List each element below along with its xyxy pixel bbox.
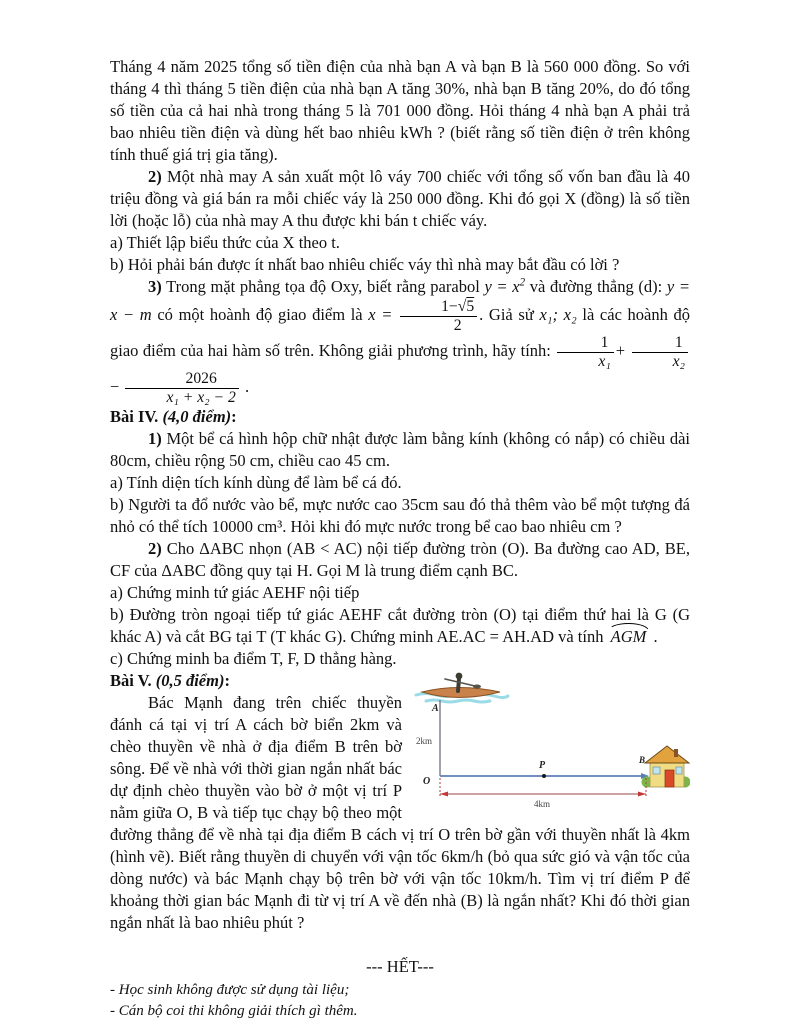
- problem-4-title: Bài IV.: [110, 407, 159, 427]
- problem-3-part3-mid0: và đường thẳng (d):: [525, 277, 667, 296]
- angle-agm-with-arc: AGM: [608, 626, 650, 648]
- label-point-a: A: [432, 703, 439, 715]
- fraction-2026: [125, 370, 238, 406]
- problem-5-text: Bác Mạnh đang trên chiếc thuyền đánh cá tại vị trí A cách bờ biển 2km và chèo thuyền về nhà ở địa điểm B trên bờ sông. Để về nhà với thời gian ngắn nhất bác dự định chèo thuyền vào bờ ở một vị trí P nằm giữa O, B và tiếp tục chạy bộ theo một đường thẳng để về nhà tại địa điểm B cách vị trí O trên bờ gần với thuyền nhất là 4km (hình vẽ). Biết rằng thuyền di chuyển với vận tốc 6km/h (bỏ qua sức gió và vận tốc của dòng nước) và bác Mạnh chạy bộ trên bờ với vận tốc 10km/h. Tìm vị trí điểm P để khoảng thời gian bác Mạnh đi từ vị trí A về đến nhà (B) là ngắn nhất? Khi đó thời gian ngắn nhất là bao nhiêu phút ?: [110, 693, 690, 933]
- problem-3-part1-text: Tháng 4 năm 2025 tổng số tiền điện của nhà bạn A và bạn B là 560 000 đồng. So với tháng 4 thì tháng 5 tiền điện của nhà bạn A tăng 30%, nhà bạn B tăng 20%, do đó tổng số tiền của cả hai nhà trong tháng 5 là 701 000 đồng. Hỏi tháng 4 nhà bạn A phải trả bao nhiêu tiền điện và dùng hết bao nhiêu kWh ? (biết rằng số tiền điện ở trên không tính thuế giá trị gia tăng).: [110, 57, 690, 164]
- label-point-p: P: [539, 760, 546, 772]
- parabola-equation: y = x: [484, 277, 520, 296]
- minus-sign: −: [110, 377, 120, 397]
- problem-4-part2-b: [110, 604, 690, 648]
- problem-3-part3-mid2: . Giả sử: [479, 304, 540, 324]
- label-distance-2km: 2km: [416, 736, 433, 747]
- problem-3-part2-number: 2): [148, 167, 162, 186]
- problem-4-part1-b: b) Người ta đổ nước vào bể, mực nước cao 35cm sau đó thả thêm vào bể một tượng đá nhỏ có thể tích 10000 cm³. Hỏi khi đó mực nước trong bể cao bao nhiêu cm ?: [110, 495, 690, 537]
- fraction-2-numerator: 1: [632, 334, 688, 353]
- problem-5-colon: :: [224, 671, 230, 691]
- fraction-x-numerator: [400, 298, 477, 317]
- fraction-1-numerator: 1: [557, 334, 613, 353]
- problem-4-part2-b-end: .: [649, 627, 658, 647]
- problem-3-part2-b: b) Hỏi phải bán được ít nhất bao nhiêu chiếc váy thì nhà may bắt đầu có lời ?: [110, 255, 620, 274]
- plus-sign: +: [615, 340, 626, 360]
- problem-3-part3-number: 3): [148, 277, 162, 296]
- problem-4-part1: [110, 428, 690, 472]
- problem-5-block: [110, 670, 690, 934]
- problem-4-points: (4,0 điểm): [158, 407, 232, 427]
- problem-5-points: (0,5 điểm): [151, 671, 225, 691]
- problem-3-part3-lead: Trong mặt phẳng tọa độ Oxy, biết rằng parabol: [161, 277, 485, 296]
- problem-3-part3-mid1: có một hoành độ giao điểm là: [151, 304, 369, 324]
- problem-3-part2: [110, 166, 690, 232]
- dim-arrow-left: [440, 792, 448, 797]
- roots-notation: x₁; x₂: [539, 304, 577, 324]
- fraction-1-over-x1: [557, 334, 613, 370]
- problem-4-part2-a: a) Chứng minh tứ giác AEHF nội tiếp: [110, 583, 360, 603]
- problem-4-part1-a: a) Tính diện tích kính dùng để làm bể cá đó.: [110, 473, 402, 493]
- fraction-x-numerator-pre: 1−: [441, 298, 458, 315]
- sqrt-radicand: 5: [466, 298, 475, 315]
- boat-shore-diagram: [412, 670, 690, 820]
- end-marker: --- HẾT---: [366, 957, 434, 977]
- label-distance-4km: 4km: [534, 799, 551, 810]
- problem-5-figure: [412, 670, 690, 820]
- problem-4-part1-number: 1): [148, 429, 162, 449]
- x-equals: x =: [368, 304, 393, 324]
- problem-4-colon: :: [231, 407, 237, 427]
- fraction-3-denominator: x₁ + x₂ − 2: [166, 388, 236, 406]
- label-point-b: B: [639, 755, 646, 766]
- problem-3-part3-end: .: [240, 377, 250, 397]
- fraction-1-denominator: x₁: [598, 352, 611, 370]
- problem-3-part2-a: a) Thiết lập biểu thức của X theo t.: [110, 233, 340, 252]
- point-p-dot: [542, 774, 546, 778]
- footer-note-1: - Học sinh không được sử dụng tài liệu;: [110, 982, 350, 999]
- parabola-exponent: 2: [519, 276, 526, 289]
- problem-4-part2-number: 2): [148, 539, 162, 559]
- problem-4-part2-text: Cho ΔABC nhọn (AB < AC) nội tiếp đường tròn (O). Ba đường cao AD, BE, CF của ΔABC đồng quy tại H. Gọi M là trung điểm cạnh BC.: [110, 539, 690, 581]
- dim-arrow-right: [638, 792, 646, 797]
- sqrt-sign: √: [457, 298, 467, 315]
- problem-3-part3-mid3: là các hoành độ giao điểm của hai hàm số trên. Không giải phương trình, hãy tính:: [110, 304, 691, 360]
- line-equation: y = x − m: [110, 277, 690, 324]
- footer-notes: [110, 980, 690, 1022]
- problem-5-title: Bài V.: [110, 671, 152, 691]
- boat-icon: [422, 673, 500, 698]
- label-point-o: O: [423, 776, 431, 788]
- fraction-x-denominator: 2: [453, 316, 462, 334]
- fraction-3-numerator: 2026: [125, 370, 238, 389]
- problem-4-part2-b-text: b) Đường tròn ngoại tiếp tứ giác AEHF cắt đường tròn (O) tại điểm thứ hai là G (G khác A) và cắt BG tại T (T khác G). Chứng minh AE.AC = AH.AD và tính: [110, 605, 690, 647]
- problem-4-part2-c: c) Chứng minh ba điểm T, F, D thẳng hàng.: [110, 649, 397, 669]
- problem-3-part3: [110, 276, 690, 406]
- fraction-x-value: [400, 298, 477, 334]
- problem-3-part2-text: Một nhà may A sản xuất một lô váy 700 chiếc với tổng số vốn ban đầu là 40 triệu đồng và giá bán ra mỗi chiếc váy là 250 000 đồng. Khi đó gọi X (đồng) là số tiền lời (hoặc lỗ) của nhà may A thu được khi bán t chiếc váy.: [110, 167, 690, 230]
- footer-note-2: - Cán bộ coi thi không giải thích gì thêm.: [110, 1003, 358, 1020]
- problem-4-part1-text: Một bể cá hình hộp chữ nhật được làm bằng kính (không có nắp) có chiều dài 80cm, chiều rộng 50 cm, chiều cao 45 cm.: [110, 429, 690, 471]
- fraction-1-over-x2: [632, 334, 688, 370]
- problem-4-heading: [110, 406, 690, 428]
- house-icon: [642, 746, 691, 788]
- problem-4-part2: [110, 538, 690, 582]
- fraction-2-denominator: x₂: [672, 352, 685, 370]
